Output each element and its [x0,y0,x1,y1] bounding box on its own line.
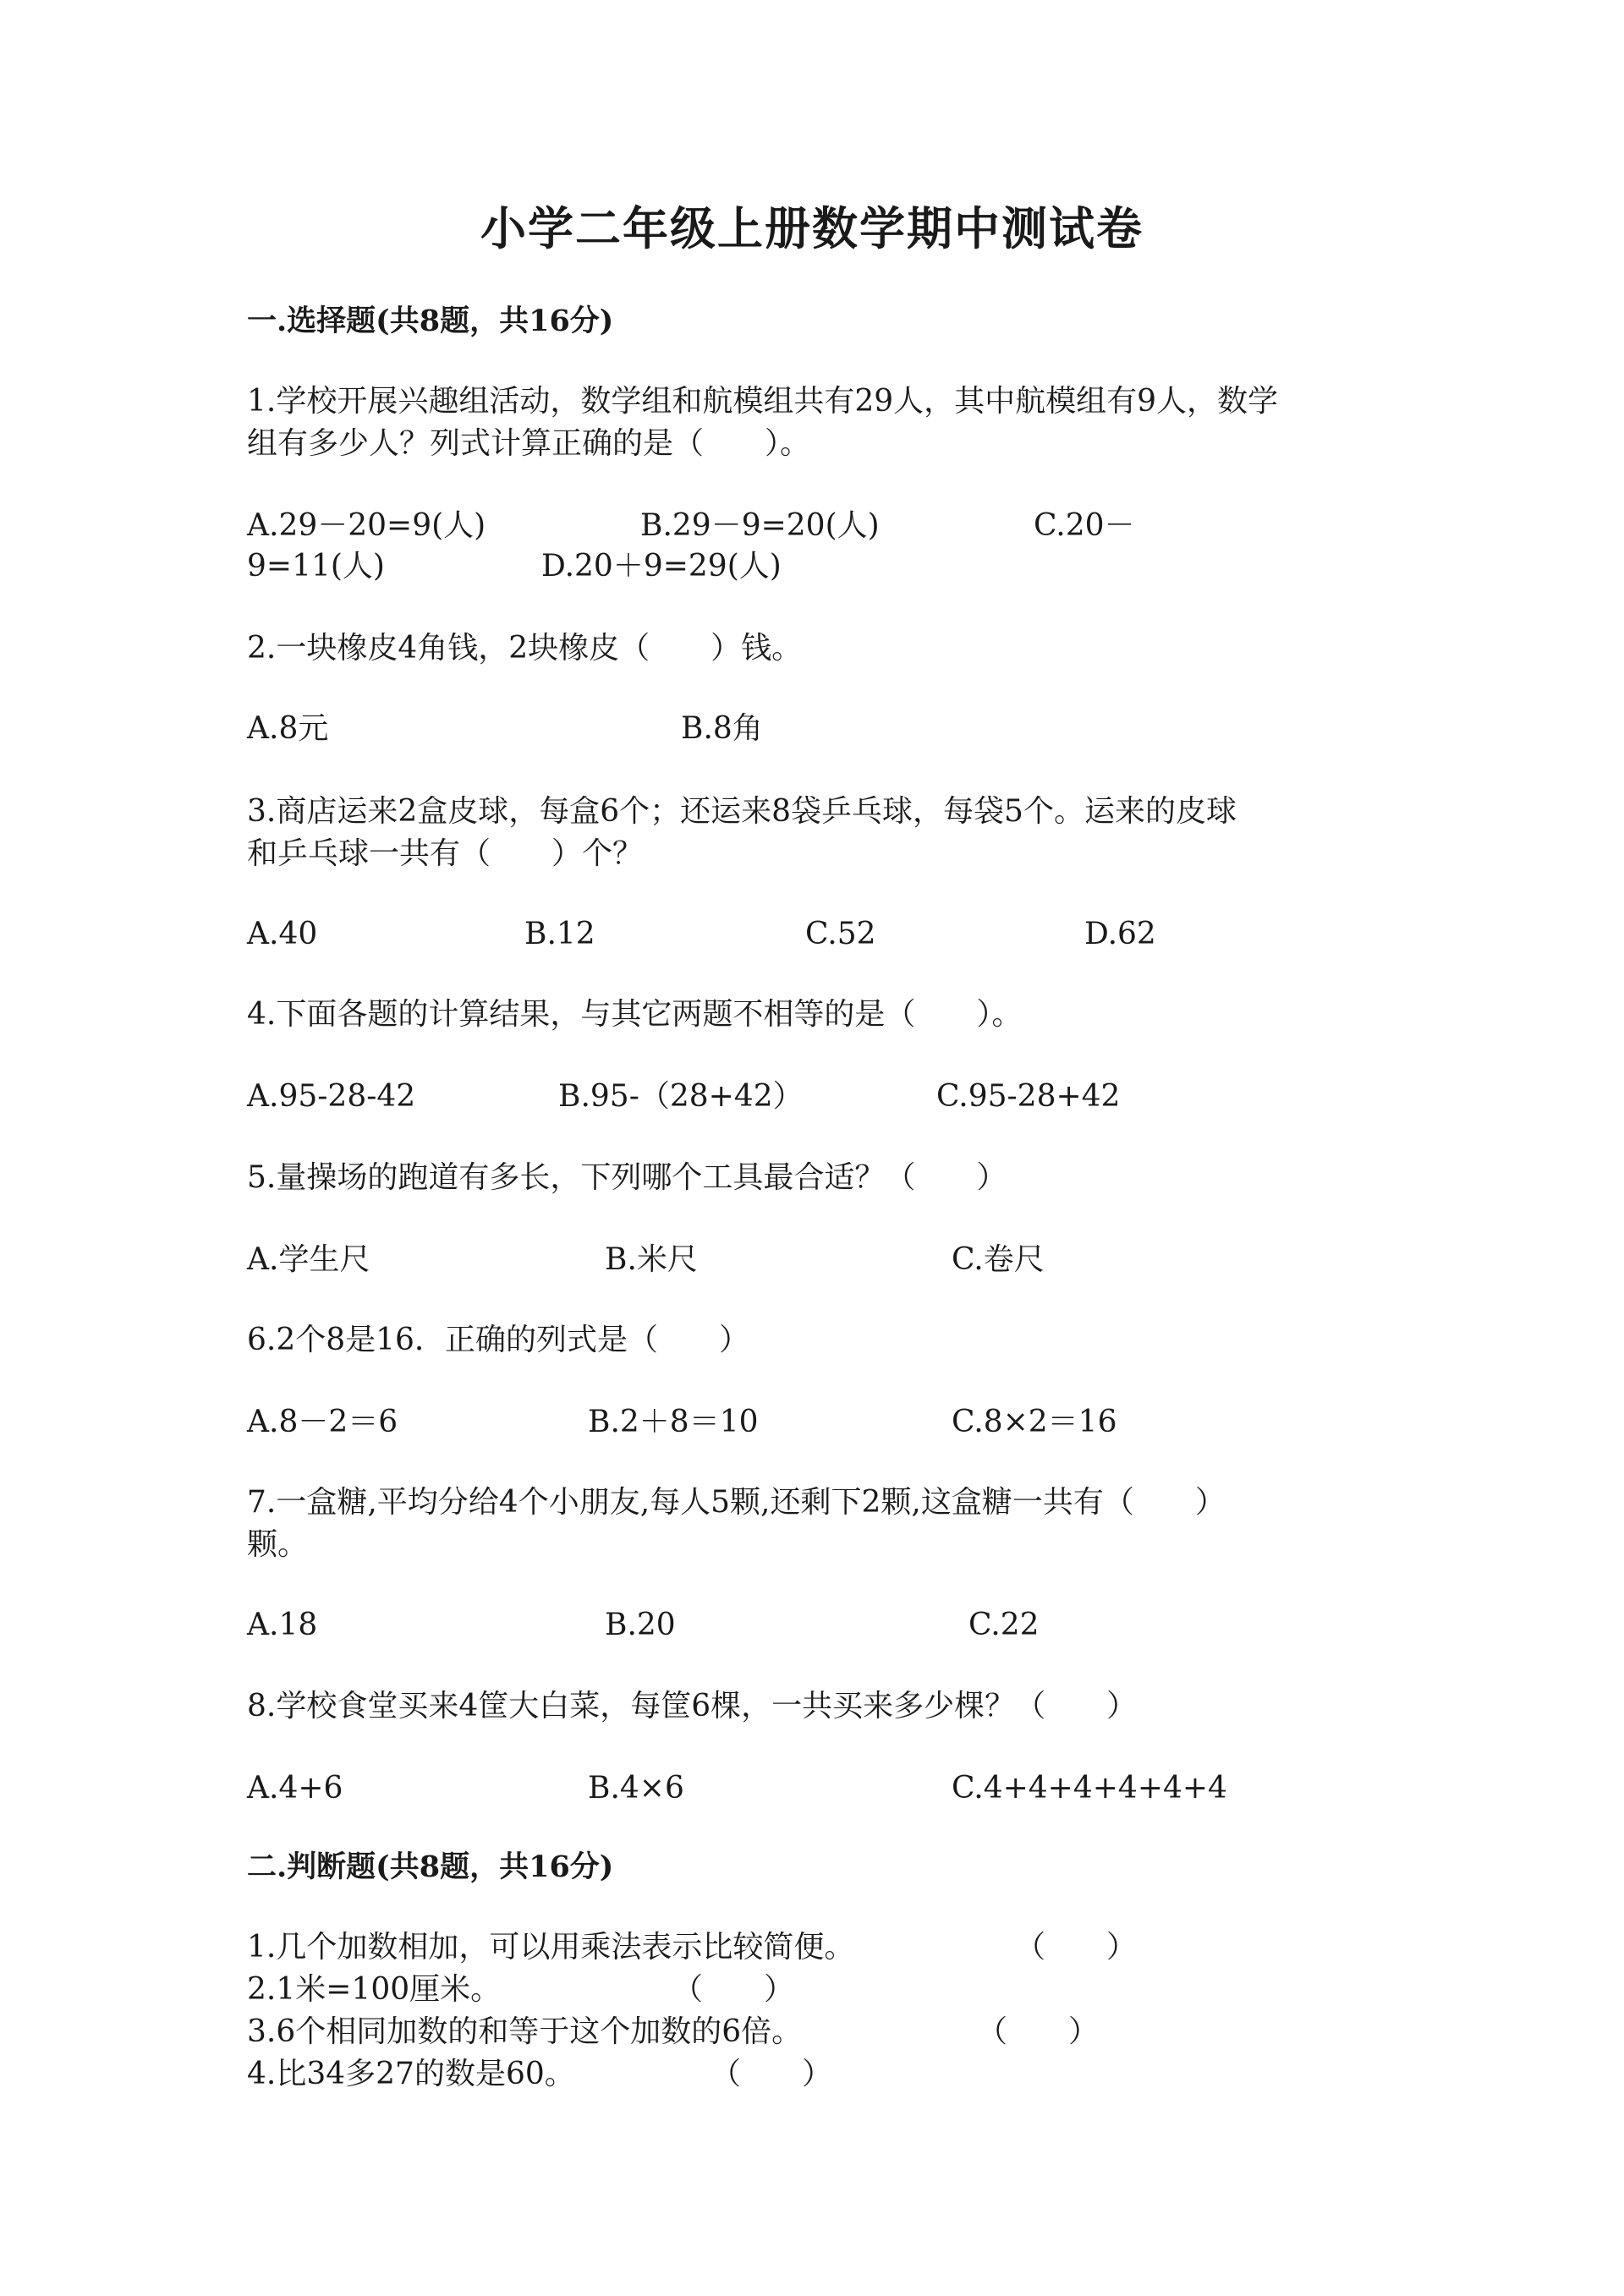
judge-item-4-bracket: （ ） [710,2057,833,2091]
judge-item-1-bracket: （ ） [1015,1930,1138,1964]
judge-item-3-bracket: （ ） [977,2014,1100,2049]
question-4-option-c: C.95-28+42 [936,1079,1121,1114]
question-4-option-a: A.95-28-42 [247,1079,416,1114]
question-7-option-a: A.18 [247,1608,318,1642]
judge-item-3: 3.6个相同加数的和等于这个加数的6倍。 [247,2014,803,2049]
question-7-line-2: 颗。 [247,1527,309,1562]
question-6-option-a: A.8－2＝6 [247,1405,398,1439]
section-heading-judge: 二.判断题(共8题，共16分) [247,1849,614,1884]
question-7-option-c: C.22 [968,1608,1040,1642]
question-1-option-c: C.20－ [1034,508,1135,543]
question-5-option-c: C.卷尺 [952,1242,1045,1277]
question-3-line-1: 3.商店运来2盒皮球，每盒6个；还运来8袋乒乓球，每袋5个。运来的皮球 [247,794,1237,829]
judge-item-1: 1.几个加数相加，可以用乘法表示比较简便。 [247,1930,855,1964]
judge-item-2: 2.1米=100厘米。 [247,1972,502,2007]
question-6-option-b: B.2＋8＝10 [588,1405,759,1439]
question-5-option-b: B.米尺 [605,1242,698,1277]
question-3-option-d: D.62 [1084,917,1156,951]
question-7-line-1: 7.一盒糖,平均分给4个小朋友,每人5颗,还剩下2颗,这盒糖一共有（ ） [247,1485,1226,1520]
question-5-option-a: A.学生尺 [247,1242,370,1277]
question-6-line-1: 6.2个8是16．正确的列式是（ ） [247,1323,749,1357]
question-3-option-c: C.52 [805,917,876,951]
question-1-line-2: 组有多少人？列式计算正确的是（ ）。 [247,426,811,461]
question-1-option-a: A.29－20=9(人) [247,508,486,543]
question-2-option-b: B.8角 [681,711,763,746]
question-1-line-1: 1.学校开展兴趣组活动，数学组和航模组共有29人，其中航模组有9人，数学 [247,384,1279,419]
question-8-option-c: C.4+4+4+4+4+4 [952,1771,1227,1806]
question-5-line-1: 5.量操场的跑道有多长，下列哪个工具最合适？（ ） [247,1160,1007,1195]
question-4-option-b: B.95-（28+42） [558,1079,804,1114]
question-2-line-1: 2.一块橡皮4角钱，2块橡皮（ ）钱。 [247,631,803,666]
question-8-line-1: 8.学校食堂买来4筐大白菜，每筐6棵，一共买来多少棵？（ ） [247,1689,1138,1723]
question-7-option-b: B.20 [605,1608,676,1642]
question-1-option-d: D.20＋9=29(人) [541,549,782,584]
question-8-option-a: A.4+6 [247,1771,343,1806]
question-3-line-2: 和乒乓球一共有（ ）个？ [247,836,644,871]
question-1-option-b: B.29－9=20(人) [640,508,880,543]
judge-item-4: 4.比34多27的数是60。 [247,2057,575,2091]
judge-item-2-bracket: （ ） [672,1972,795,2007]
question-2-option-a: A.8元 [247,711,329,746]
question-8-option-b: B.4×6 [588,1771,684,1806]
page-title: 小学二年级上册数学期中测试卷 [480,201,1144,255]
question-6-option-c: C.8×2＝16 [952,1405,1117,1439]
question-3-option-a: A.40 [247,917,318,951]
question-1-option-c-cont: 9=11(人) [247,549,385,584]
section-heading-choice: 一.选择题(共8题，共16分) [247,304,614,338]
question-3-option-b: B.12 [524,917,595,951]
question-4-line-1: 4.下面各题的计算结果，与其它两题不相等的是（ ）。 [247,997,1023,1032]
